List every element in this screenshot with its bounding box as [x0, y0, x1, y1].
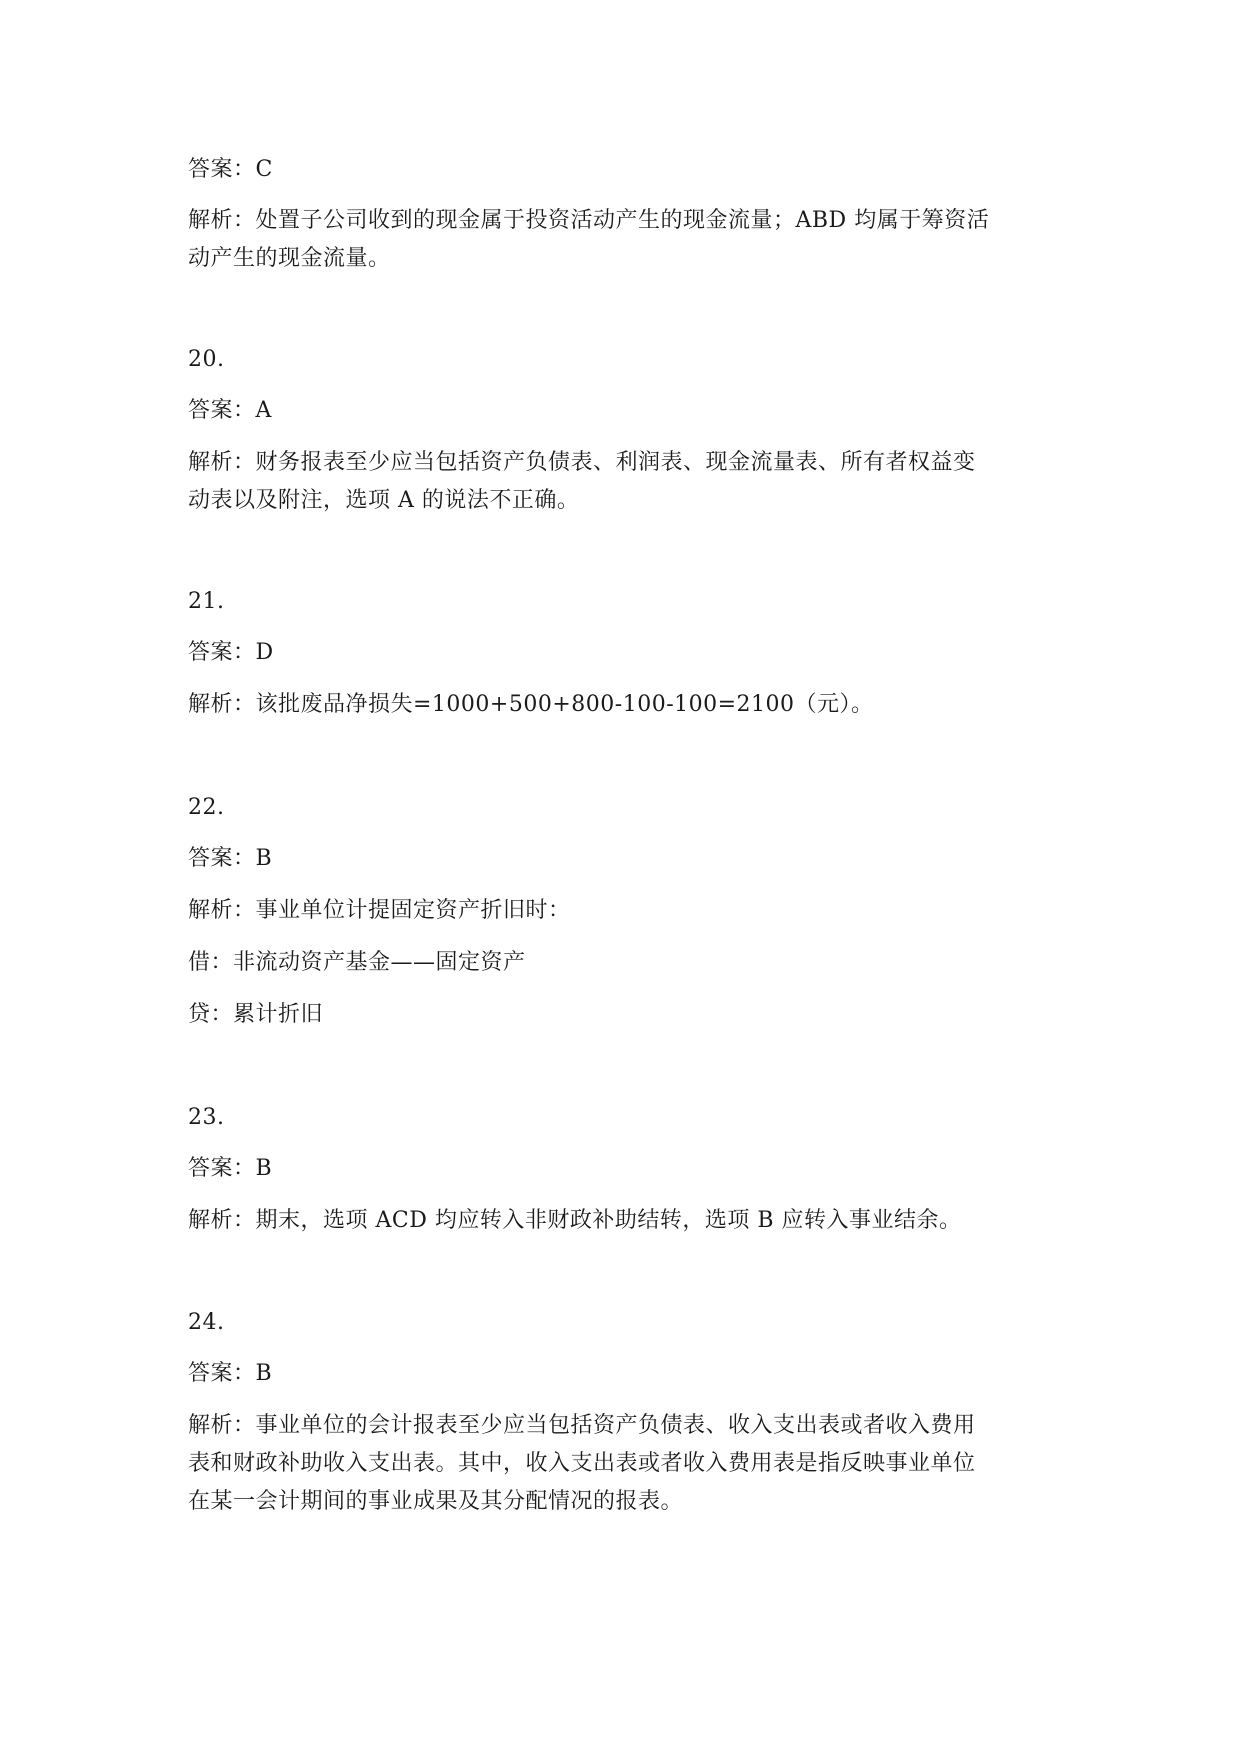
answer-22: 答案：B: [188, 846, 273, 871]
analysis-22-line-1: 解析：事业单位计提固定资产折旧时：: [188, 898, 571, 923]
analysis-24-line-2: 表和财政补助收入支出表。其中，收入支出表或者收入费用表是指反映事业单位: [188, 1451, 976, 1476]
analysis-20-line-2: 动表以及附注，选项 A 的说法不正确。: [188, 488, 580, 513]
answer-19: 答案：C: [188, 157, 273, 182]
analysis-23-line-1: 解析：期末，选项 ACD 均应转入非财政补助结转，选项 B 应转入事业结余。: [188, 1208, 962, 1233]
answer-23: 答案：B: [188, 1156, 273, 1181]
question-number-22: 22.: [188, 795, 225, 820]
question-number-24: 24.: [188, 1310, 225, 1335]
analysis-19-line-2: 动产生的现金流量。: [188, 246, 391, 271]
analysis-19-line-1: 解析：处置子公司收到的现金属于投资活动产生的现金流量；ABD 均属于筹资活: [188, 208, 990, 233]
analysis-24-line-3: 在某一会计期间的事业成果及其分配情况的报表。: [188, 1489, 684, 1514]
analysis-24-line-1: 解析：事业单位的会计报表至少应当包括资产负债表、收入支出表或者收入费用: [188, 1413, 976, 1438]
question-number-23: 23.: [188, 1105, 225, 1130]
analysis-21-line-1: 解析：该批废品净损失=1000+500+800-100-100=2100（元）。: [188, 692, 874, 717]
analysis-20-line-1: 解析：财务报表至少应当包括资产负债表、利润表、现金流量表、所有者权益变: [188, 450, 976, 475]
answer-24: 答案：B: [188, 1361, 273, 1386]
analysis-22-line-3: 贷：累计折旧: [188, 1002, 324, 1027]
question-number-20: 20.: [188, 347, 225, 372]
answer-21: 答案：D: [188, 640, 274, 665]
question-number-21: 21.: [188, 589, 225, 614]
analysis-22-line-2: 借：非流动资产基金——固定资产: [188, 950, 526, 975]
answer-20: 答案：A: [188, 398, 272, 423]
